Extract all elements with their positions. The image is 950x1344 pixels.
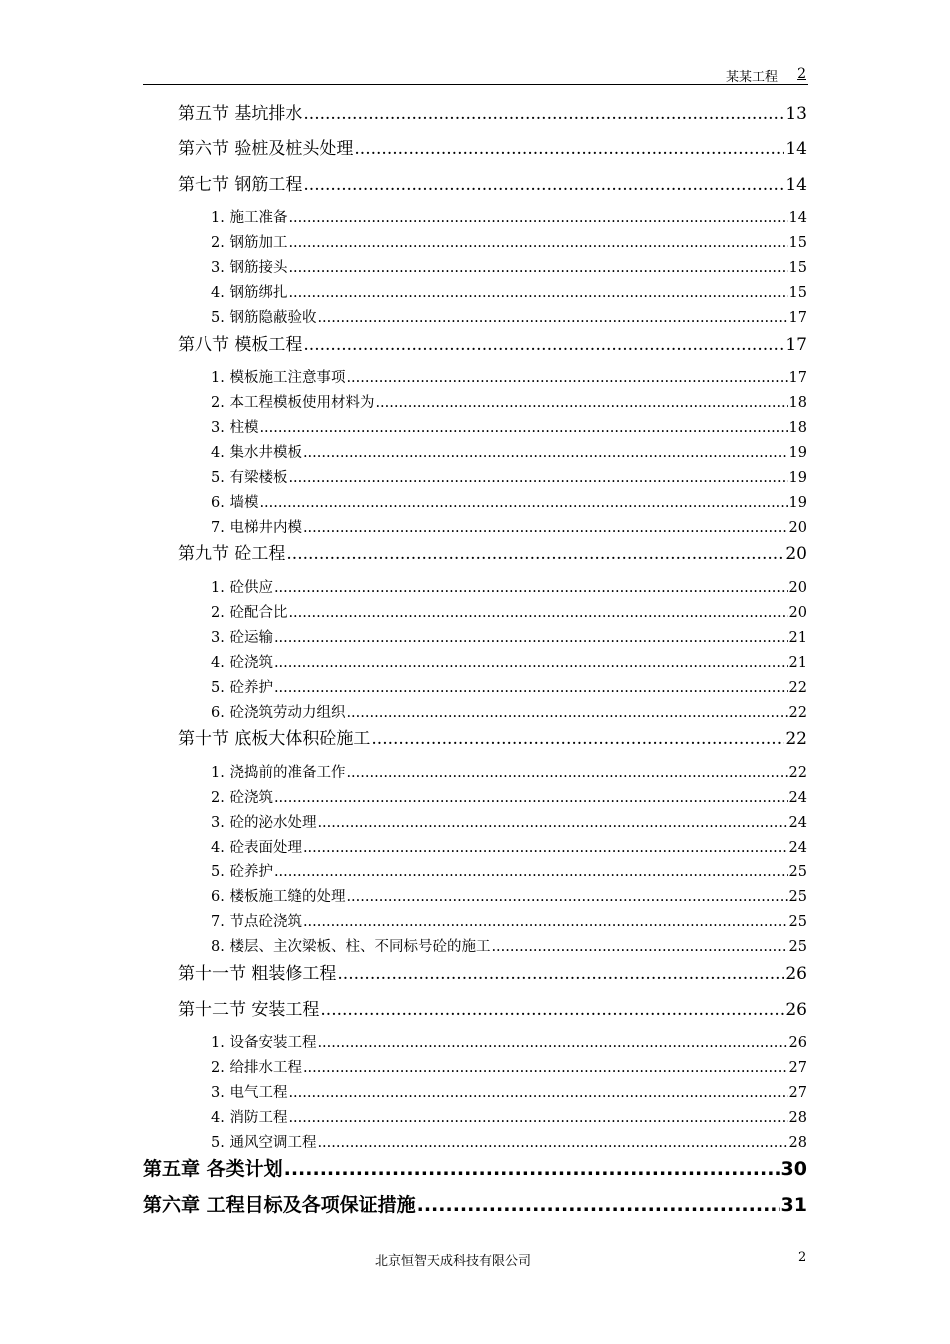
toc-entry-page: 15 — [788, 260, 807, 276]
toc-entry-label: 4. 集水井模板 — [211, 445, 302, 461]
toc-leader-dots — [317, 310, 787, 326]
toc-entry-label: 1. 模板施工注意事项 — [211, 370, 346, 386]
toc-entry-label: 第九节 砼工程 — [178, 544, 286, 564]
toc-entry[interactable] — [211, 761, 807, 782]
toc-entry-page: 27 — [788, 1060, 807, 1076]
toc-leader-dots — [371, 729, 784, 749]
toc-entry[interactable] — [211, 1056, 807, 1077]
toc-leader-dots — [274, 864, 788, 880]
toc-leader-dots — [259, 420, 787, 436]
toc-entry-page: 20 — [785, 544, 807, 564]
toc-entry[interactable] — [211, 576, 807, 597]
toc-entry-page: 19 — [788, 495, 807, 511]
toc-entry-label: 6. 墙模 — [211, 495, 259, 511]
toc-entry-label: 第十一节 粗装修工程 — [178, 964, 337, 984]
toc-entry-label: 2. 给排水工程 — [211, 1060, 302, 1076]
toc-leader-dots — [274, 655, 788, 671]
toc-leader-dots — [274, 790, 788, 806]
toc-entry-label: 5. 有梁楼板 — [211, 470, 288, 486]
toc-entry[interactable] — [211, 860, 807, 881]
toc-entry-label: 6. 砼浇筑劳动力组织 — [211, 705, 346, 721]
toc-entry[interactable] — [211, 676, 807, 697]
toc-entry[interactable] — [178, 134, 807, 159]
toc-entry-page: 24 — [788, 815, 807, 831]
toc-entry-label: 3. 砼运输 — [211, 630, 273, 646]
toc-entry-page: 24 — [788, 790, 807, 806]
toc-entry-label: 6. 楼板施工缝的处理 — [211, 889, 346, 905]
toc-entry-page: 20 — [788, 580, 807, 596]
toc-leader-dots — [286, 544, 784, 564]
toc-entry-page: 19 — [788, 470, 807, 486]
toc-leader-dots — [354, 139, 784, 159]
toc-entry[interactable] — [211, 516, 807, 537]
toc-entry-page: 22 — [788, 705, 807, 721]
toc-entry-page: 22 — [788, 680, 807, 696]
toc-entry-label: 第六节 验桩及桩头处理 — [178, 139, 354, 159]
toc-entry-page: 14 — [788, 210, 807, 226]
toc-leader-dots — [288, 285, 787, 301]
toc-entry-page: 27 — [788, 1085, 807, 1101]
toc-entry-page: 20 — [788, 520, 807, 536]
toc-entry-page: 18 — [788, 420, 807, 436]
toc-entry[interactable] — [211, 885, 807, 906]
toc-entry-label: 3. 砼的泌水处理 — [211, 815, 317, 831]
toc-entry-label: 5. 砼养护 — [211, 864, 273, 880]
toc-entry[interactable] — [178, 330, 807, 355]
toc-leader-dots — [288, 260, 787, 276]
toc-entry[interactable] — [211, 601, 807, 622]
toc-entry[interactable] — [143, 1154, 807, 1181]
toc-entry-page: 14 — [785, 175, 807, 195]
toc-leader-dots — [288, 235, 787, 251]
toc-entry-label: 4. 钢筋绑扎 — [211, 285, 288, 301]
toc-leader-dots — [346, 370, 787, 386]
toc-entry-page: 18 — [788, 395, 807, 411]
toc-entry-page: 21 — [788, 630, 807, 646]
toc-entry-page: 25 — [788, 939, 807, 955]
toc-entry-label: 2. 砼配合比 — [211, 605, 288, 621]
toc-entry-label: 第五章 各类计划 — [143, 1158, 283, 1180]
toc-entry[interactable] — [211, 441, 807, 462]
toc-entry[interactable] — [211, 1131, 807, 1152]
toc-entry-label: 2. 本工程模板使用材料为 — [211, 395, 375, 411]
toc-entry[interactable] — [211, 366, 807, 387]
toc-entry-page: 17 — [785, 335, 807, 355]
toc-entry-label: 4. 消防工程 — [211, 1110, 288, 1126]
toc-entry[interactable] — [178, 170, 807, 195]
toc-entry-page: 26 — [785, 964, 807, 984]
toc-leader-dots — [320, 1000, 784, 1020]
toc-entry-label: 4. 砼表面处理 — [211, 840, 302, 856]
toc-entry-page: 14 — [785, 139, 807, 159]
toc-leader-dots — [317, 1035, 787, 1051]
toc-entry[interactable] — [211, 466, 807, 487]
toc-entry-page: 19 — [788, 445, 807, 461]
toc-entry[interactable] — [211, 1081, 807, 1102]
toc-entry[interactable] — [211, 306, 807, 327]
toc-leader-dots — [274, 680, 788, 696]
toc-entry-label: 7. 电梯井内模 — [211, 520, 302, 536]
toc-entry[interactable] — [211, 391, 807, 412]
toc-entry-page: 31 — [780, 1194, 807, 1216]
toc-entry[interactable] — [211, 206, 807, 227]
toc-entry-page: 21 — [788, 655, 807, 671]
toc-entry-page: 15 — [788, 235, 807, 251]
toc-entry-page: 20 — [788, 605, 807, 621]
toc-entry-page: 25 — [788, 889, 807, 905]
toc-entry[interactable] — [211, 651, 807, 672]
toc-entry-label: 1. 设备安装工程 — [211, 1035, 317, 1051]
toc-leader-dots — [288, 1085, 787, 1101]
toc-entry-label: 3. 柱模 — [211, 420, 259, 436]
toc-leader-dots — [417, 1194, 780, 1216]
toc-entry-label: 3. 电气工程 — [211, 1085, 288, 1101]
toc-leader-dots — [274, 630, 788, 646]
toc-entry-page: 28 — [788, 1110, 807, 1126]
toc-entry[interactable] — [211, 811, 807, 832]
toc-leader-dots — [317, 815, 787, 831]
toc-entry-page: 26 — [785, 1000, 807, 1020]
toc-entry-page: 30 — [780, 1158, 807, 1180]
toc-leader-dots — [274, 580, 788, 596]
toc-leader-dots — [346, 705, 787, 721]
toc-leader-dots — [303, 1060, 788, 1076]
toc-entry-page: 13 — [785, 104, 807, 124]
toc-entry-label: 7. 节点砼浇筑 — [211, 914, 302, 930]
footer-company: 北京恒智天成科技有限公司 — [375, 1254, 532, 1269]
toc-entry-page: 25 — [788, 914, 807, 930]
toc-leader-dots — [303, 520, 788, 536]
toc-leader-dots — [284, 1158, 780, 1180]
toc-entry[interactable] — [211, 786, 807, 807]
toc-leader-dots — [288, 210, 787, 226]
toc-entry-page: 17 — [788, 370, 807, 386]
header-title: 某某工程 — [725, 70, 778, 85]
toc-entry[interactable] — [211, 491, 807, 512]
toc-entry-label: 1. 施工准备 — [211, 210, 288, 226]
toc-leader-dots — [288, 470, 787, 486]
toc-leader-dots — [259, 495, 787, 511]
toc-entry-page: 28 — [788, 1135, 807, 1151]
toc-leader-dots — [303, 175, 784, 195]
page-header — [143, 62, 808, 85]
toc-entry-page: 25 — [788, 864, 807, 880]
toc-entry[interactable] — [211, 836, 807, 857]
toc-entry-page: 26 — [788, 1035, 807, 1051]
toc-entry-label: 8. 楼层、主次梁板、柱、不同标号砼的施工 — [211, 939, 491, 955]
toc-entry-label: 5. 砼养护 — [211, 680, 273, 696]
toc-entry-label: 第十节 底板大体积砼施工 — [178, 729, 371, 749]
toc-leader-dots — [288, 1110, 787, 1126]
toc-entry[interactable] — [178, 99, 807, 124]
toc-entry[interactable] — [211, 281, 807, 302]
toc-entry[interactable] — [211, 910, 807, 931]
toc-entry[interactable] — [211, 701, 807, 722]
toc-entry[interactable] — [211, 1031, 807, 1052]
toc-entry-label: 1. 浇捣前的准备工作 — [211, 765, 346, 781]
toc-entry-label: 2. 砼浇筑 — [211, 790, 273, 806]
toc-entry-page: 22 — [788, 765, 807, 781]
toc-entry[interactable] — [178, 959, 807, 984]
toc-entry-label: 2. 钢筋加工 — [211, 235, 288, 251]
toc-entry-label: 第六章 工程目标及各项保证措施 — [143, 1194, 416, 1216]
toc-entry[interactable] — [211, 1106, 807, 1127]
toc-leader-dots — [375, 395, 787, 411]
toc-entry[interactable] — [178, 724, 807, 749]
toc-entry-label: 第七节 钢筋工程 — [178, 175, 303, 195]
toc-entry-label: 第八节 模板工程 — [178, 335, 303, 355]
toc-entry[interactable] — [211, 231, 807, 252]
toc-leader-dots — [317, 1135, 787, 1151]
toc-entry-label: 5. 钢筋隐蔽验收 — [211, 310, 317, 326]
toc-entry-label: 第五节 基坑排水 — [178, 104, 303, 124]
toc-entry-label: 3. 钢筋接头 — [211, 260, 288, 276]
toc-leader-dots — [346, 889, 787, 905]
toc-leader-dots — [303, 914, 788, 930]
header-page-number: 2 — [797, 66, 806, 82]
toc-entry[interactable] — [211, 626, 807, 647]
toc-leader-dots — [337, 964, 784, 984]
toc-entry-label: 4. 砼浇筑 — [211, 655, 273, 671]
toc-leader-dots — [288, 605, 787, 621]
toc-entry-label: 5. 通风空调工程 — [211, 1135, 317, 1151]
toc-entry-label: 第十二节 安装工程 — [178, 1000, 320, 1020]
toc-leader-dots — [303, 840, 788, 856]
toc-leader-dots — [303, 445, 788, 461]
toc-entry-page: 22 — [785, 729, 807, 749]
toc-entry-page: 24 — [788, 840, 807, 856]
toc-entry[interactable] — [178, 539, 807, 564]
toc-leader-dots — [346, 765, 787, 781]
toc-entry[interactable] — [211, 416, 807, 437]
footer-page-number: 2 — [798, 1250, 807, 1265]
toc-entry[interactable] — [143, 1190, 807, 1217]
toc-leader-dots — [303, 335, 784, 355]
toc-entry[interactable] — [211, 935, 807, 956]
toc-entry[interactable] — [211, 256, 807, 277]
toc-entry-page: 15 — [788, 285, 807, 301]
toc-entry-label: 1. 砼供应 — [211, 580, 273, 596]
toc-entry-page: 17 — [788, 310, 807, 326]
toc-leader-dots — [491, 939, 787, 955]
toc-leader-dots — [303, 104, 784, 124]
toc-entry[interactable] — [178, 995, 807, 1020]
